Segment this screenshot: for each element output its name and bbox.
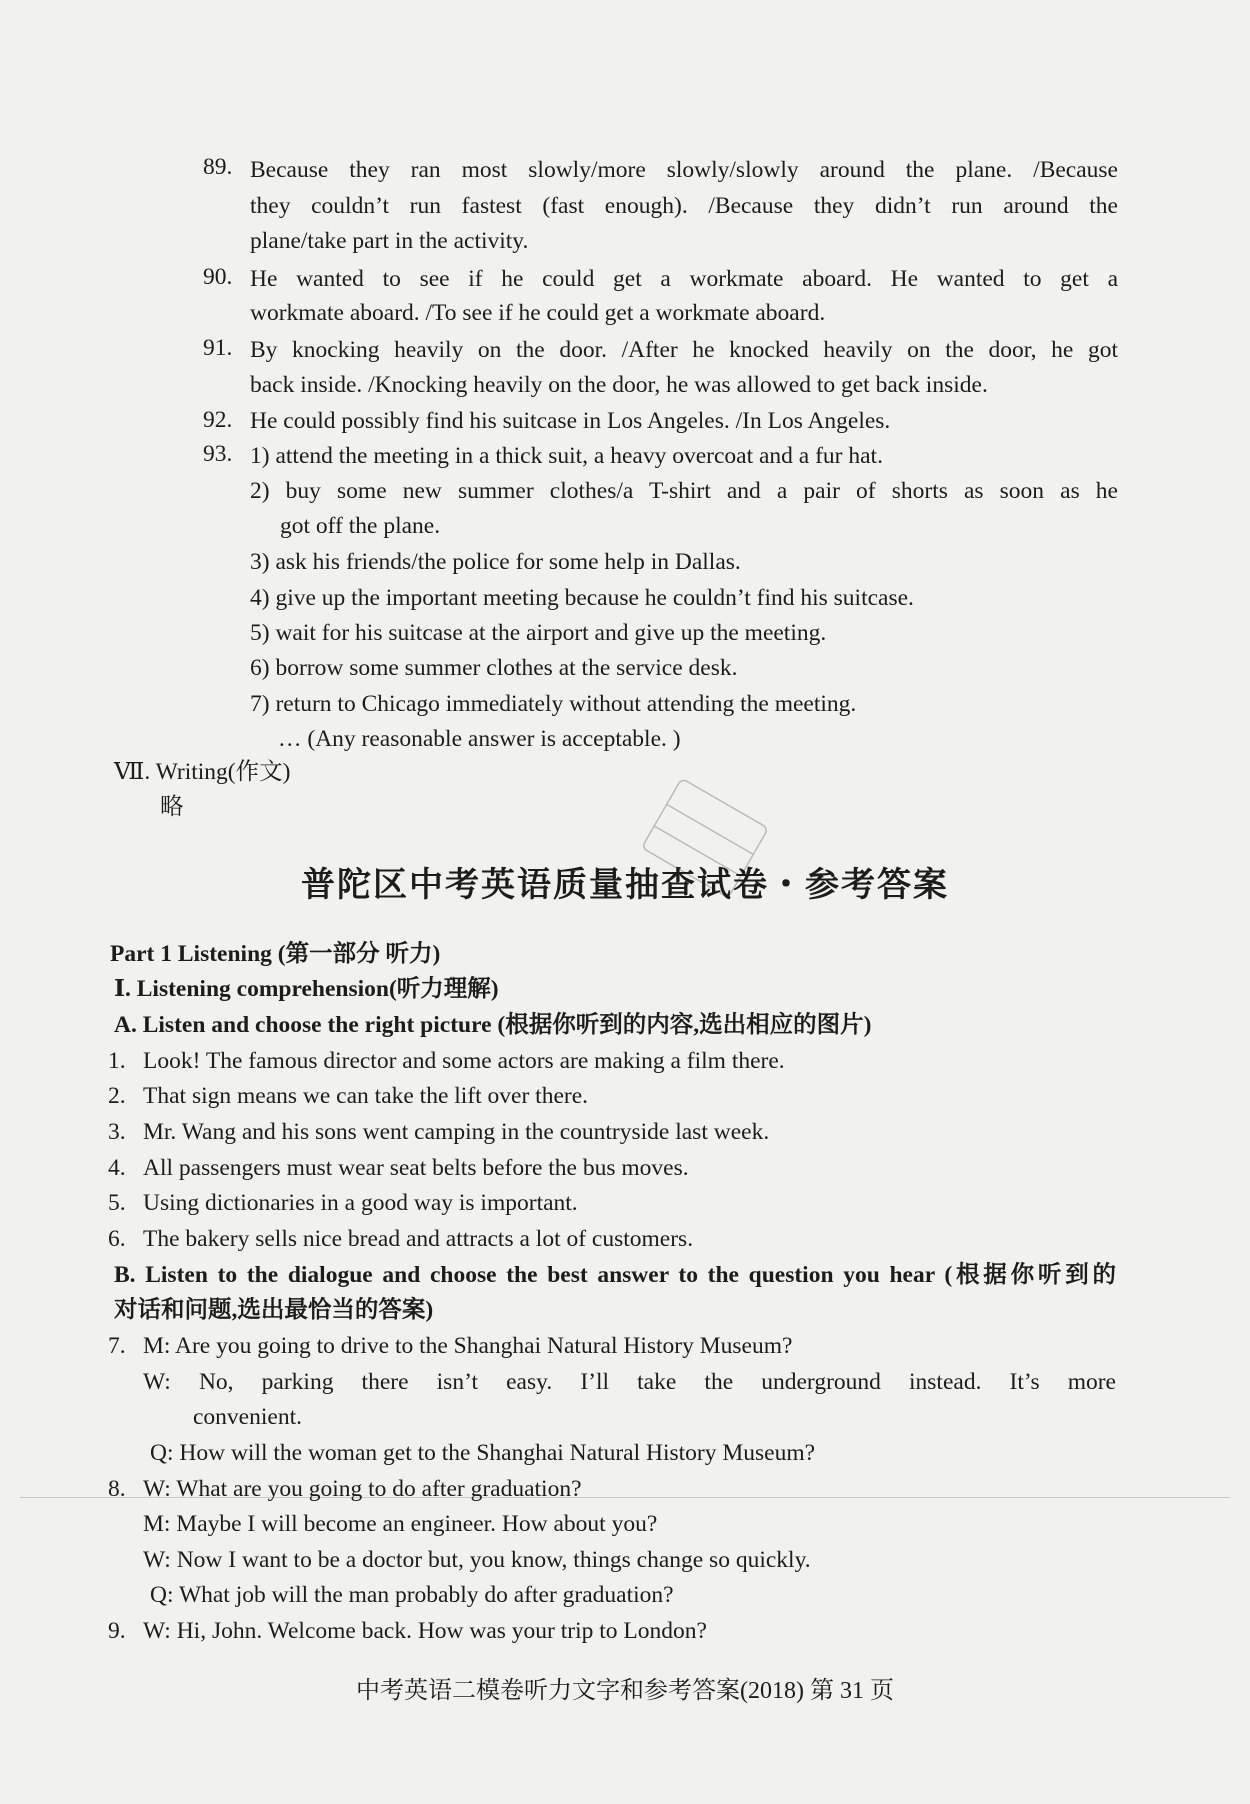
dialogue-line: Q: What job will the man probably do after graduation? — [150, 1582, 674, 1608]
answer-line: 3) ask his friends/the police for some help in Dallas. — [250, 549, 741, 575]
section-heading: Ⅶ. Writing(作文) — [114, 759, 291, 785]
item-number: 4. — [108, 1155, 126, 1181]
list-item: Look! The famous director and some actors are making a film there. — [143, 1048, 785, 1074]
dialogue-line: M: Are you going to drive to the Shanghai Natural History Museum? — [143, 1333, 793, 1359]
list-item: Mr. Wang and his sons went camping in the countryside last week. — [143, 1119, 770, 1145]
subsection-heading: 对话和问题,选出最恰当的答案) — [114, 1297, 434, 1323]
page-title: 普陀区中考英语质量抽查试卷・参考答案 — [301, 865, 949, 905]
answer-line: 6) borrow some summer clothes at the service desk. — [250, 655, 738, 681]
answer-line: … (Any reasonable answer is acceptable. ) — [278, 726, 681, 752]
item-number: 93. — [203, 441, 233, 467]
dialogue-line: convenient. — [193, 1404, 302, 1430]
item-number: 3. — [108, 1119, 126, 1145]
list-item: The bakery sells nice bread and attracts a lot of customers. — [143, 1226, 694, 1252]
item-number: 5. — [108, 1190, 126, 1216]
dialogue-line: W: Now I want to be a doctor but, you know, things change so quickly. — [143, 1547, 811, 1573]
item-number: 9. — [108, 1618, 126, 1644]
item-number: 7. — [108, 1333, 126, 1359]
answer-line: back inside. /Knocking heavily on the door, he was allowed to get back inside. — [250, 372, 988, 398]
item-number: 1. — [108, 1048, 126, 1074]
item-number: 89. — [203, 154, 233, 180]
part-heading: Part 1 Listening (第一部分 听力) — [110, 941, 441, 967]
answer-line: they couldn’t run fastest (fast enough). /Because they didn’t run around the — [250, 193, 1118, 219]
answer-line: Because they ran most slowly/more slowly/slowly around the plane. /Because — [250, 157, 1118, 183]
list-item: Using dictionaries in a good way is important. — [143, 1190, 578, 1216]
answer-line: 7) return to Chicago immediately without attending the meeting. — [250, 691, 857, 717]
item-number: 90. — [203, 264, 233, 290]
list-item: All passengers must wear seat belts before the bus moves. — [143, 1155, 689, 1181]
dialogue-line: Q: How will the woman get to the Shanghai Natural History Museum? — [150, 1440, 816, 1466]
answer-line: He wanted to see if he could get a workmate aboard. He wanted to get a — [250, 266, 1118, 292]
list-item: That sign means we can take the lift over there. — [143, 1083, 589, 1109]
item-number: 2. — [108, 1083, 126, 1109]
subsection-heading: A. Listen and choose the right picture (根据你听到的内容,选出相应的图片) — [114, 1012, 872, 1038]
section-heading: Ⅰ. Listening comprehension(听力理解) — [114, 976, 499, 1002]
dialogue-line: W: What are you going to do after graduation? — [143, 1476, 582, 1502]
page-footer: 中考英语二模卷听力文字和参考答案(2018) 第 31 页 — [356, 1678, 894, 1704]
item-number: 8. — [108, 1476, 126, 1502]
answer-line: 4) give up the important meeting because he couldn’t find his suitcase. — [250, 585, 914, 611]
item-number: 6. — [108, 1226, 126, 1252]
dialogue-line: W: No, parking there isn’t easy. I’ll take the underground instead. It’s more — [143, 1369, 1116, 1395]
subsection-heading: B. Listen to the dialogue and choose the best answer to the question you hear (根据你听到的 — [114, 1262, 1116, 1288]
answer-line: By knocking heavily on the door. /After he knocked heavily on the door, he got — [250, 337, 1118, 363]
dialogue-line: M: Maybe I will become an engineer. How about you? — [143, 1511, 658, 1537]
answer-line: He could possibly find his suitcase in Los Angeles. /In Los Angeles. — [250, 408, 891, 434]
section-text: 略 — [160, 794, 184, 820]
dialogue-line: W: Hi, John. Welcome back. How was your trip to London? — [143, 1618, 707, 1644]
answer-line: 5) wait for his suitcase at the airport and give up the meeting. — [250, 620, 827, 646]
answer-line: 2) buy some new summer clothes/a T-shirt and a pair of shorts as soon as he — [250, 478, 1118, 504]
item-number: 91. — [203, 335, 233, 361]
answer-line: workmate aboard. /To see if he could get a workmate aboard. — [250, 300, 826, 326]
item-number: 92. — [203, 407, 233, 433]
answer-line: got off the plane. — [280, 513, 441, 539]
answer-line: 1) attend the meeting in a thick suit, a heavy overcoat and a fur hat. — [250, 443, 883, 469]
answer-line: plane/take part in the activity. — [250, 228, 529, 254]
